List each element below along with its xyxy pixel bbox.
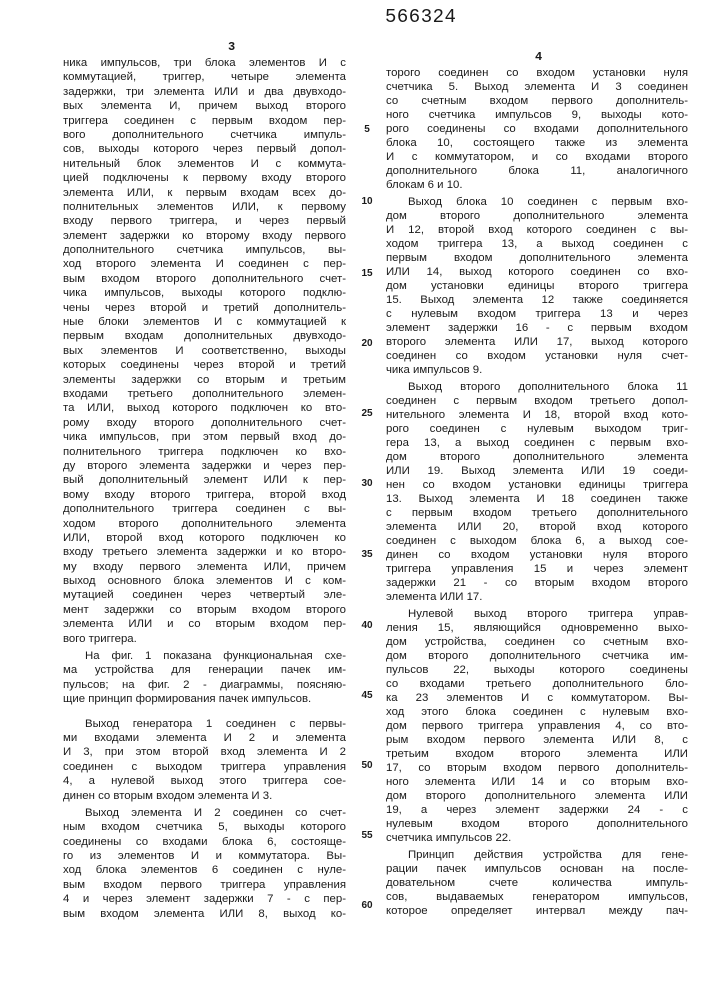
text-line: пульсов; на фиг. 2 - диаграммы, поясняю- [63,678,346,692]
text-line: нен со входом установки единицы триггера [386,478,688,492]
text-line: коммутацией, триггер, четыре элемента [63,70,346,84]
line-number: 40 [356,620,378,632]
left-page-number: 3 [228,40,235,54]
text-line: чика импульсов 9. [386,363,688,377]
text-line: И с коммутатором, и со входами второго [386,150,688,164]
text-line: вым входом второго дополнительного счет- [63,272,346,286]
text-line: элемента ИЛИ, к первым входам всех до- [63,186,346,200]
text-line: ход этого блока соединен с нулевым вхо- [386,705,688,719]
line-number: 5 [356,124,378,136]
paragraph [63,649,346,707]
line-number: 10 [356,196,378,208]
text-line: рому входу второго дополнительного счет- [63,416,346,430]
text-line: сов, выходы которого через первый допол- [63,142,346,156]
text-line: 19, а через элемент задержки 24 - с [386,803,688,817]
text-line: рого соединен с нулевым выходом триг- [386,422,688,436]
text-line: Выход элемента И 2 соединен со счет- [63,806,346,820]
text-line: ма устройства для генерации пачек им- [63,663,346,677]
text-line: задержки, три элемента ИЛИ и два двувходо- [63,85,346,99]
text-line: ные блоки элементов И с коммутацией к [63,315,346,329]
text-line: полнительного триггера подключен ко вхо- [63,445,346,459]
text-line: с нулевым входом триггера 13 и через [386,307,688,321]
patent-number: 566324 [385,6,456,28]
text-line: блока 10, состоящего также из элемента [386,136,688,150]
text-line: пульсов 22, выходы которого соединены [386,663,688,677]
text-line: элемент задержки 16 - с первым входом [386,321,688,335]
line-number: 45 [356,690,378,702]
text-line: ника импульсов, три блока элементов И с [63,56,346,70]
text-line: соединен с выходом блока 6, а выход сое- [386,534,688,548]
text-line: вых элементов И соответственно, выходы [63,344,346,358]
text-line: задержки 21 - со вторым входом второго [386,576,688,590]
text-line: дополнительного счетчика импульсов, вы- [63,243,346,257]
text-line: входу третьего элемента задержки и ко второ- [63,545,346,559]
text-line: ИЛИ, второй вход которого подключен ко [63,531,346,545]
text-line: Выход второго дополнительного блока 11 [386,380,688,394]
text-line: дом устройства, соединен со счетным вхо- [386,635,688,649]
text-line: ходом второго дополнительного элемента [63,517,346,531]
text-line: элемента ИЛИ и со вторым входом пер- [63,617,346,631]
text-line: выход основного блока элементов И с ком- [63,574,346,588]
paragraph [63,806,346,921]
text-line: второго элемента ИЛИ 17, выход которого [386,335,688,349]
text-line: дом второго дополнительного элемента [386,209,688,223]
text-line: И 3, при этом второй вход элемента И 2 [63,745,346,759]
text-line: динен со входом установки нуля второго [386,548,688,562]
text-line: рации пачек импульсов основан на после- [386,862,688,876]
text-line: нительный блок элементов И с коммута- [63,157,346,171]
paragraph [386,848,688,918]
text-line: счетчика импульсов 22. [386,831,688,845]
text-line: дом второго дополнительного элемента [386,450,688,464]
text-line: вого дополнительного счетчика импуль- [63,128,346,142]
line-number: 20 [356,338,378,350]
text-line: входами третьего дополнительного элемен- [63,387,346,401]
text-line: соединены со входами блока 6, состояще- [63,835,346,849]
text-line: дом установки единицы второго триггера [386,279,688,293]
text-line: динен со вторым входом элемента И 3. [63,789,346,803]
text-line: вому входу второго триггера, второй вход [63,488,346,502]
text-line: 13. Выход элемента И 18 соединен также [386,492,688,506]
text-line: ми входами элемента И 2 и элемента [63,731,346,745]
text-line: ным входом счетчика 5, выходы которого [63,820,346,834]
text-line: торого соединен со входом установки нуля [386,66,688,80]
text-line: ход второго элемента И соединен с пер- [63,257,346,271]
text-line: мутацией соединен через четвертый эле- [63,588,346,602]
left-text-column [63,56,346,924]
text-line: которое определяет интервал между пач- [386,904,688,918]
text-line: элемент задержки ко второму входу первого [63,229,346,243]
text-line: чика импульсов, выходы которого подклю- [63,286,346,300]
text-line: Выход блока 10 соединен с первым вхо- [386,195,688,209]
text-line: ду второго элемента задержки и через пер- [63,459,346,473]
text-line: нительного элемента И 18, второй вход кото- [386,408,688,422]
text-line: мент задержки со вторым входом второго [63,603,346,617]
text-line: дом второго дополнительного счетчика им- [386,649,688,663]
text-line: Выход генератора 1 соединен с первы- [63,717,346,731]
text-line: дополнительного триггера соединен с вы- [63,502,346,516]
text-line: элемента ИЛИ 17. [386,590,688,604]
line-number: 15 [356,268,378,280]
text-line: гера 13, а выход соединен с первым вхо- [386,436,688,450]
text-line: На фиг. 1 показана функциональная схе- [63,649,346,663]
line-number: 35 [356,549,378,561]
text-line: вым входом элемента ИЛИ 8, выход ко- [63,907,346,921]
text-line: чика импульсов, при этом первый вход до- [63,430,346,444]
text-line: го из элементов И и коммутатора. Вы- [63,849,346,863]
text-line: вого триггера. [63,632,346,646]
text-line: третьим входом второго элемента ИЛИ [386,747,688,761]
text-line: элемента ИЛИ 20, второй вход которого [386,520,688,534]
text-line: нулевым входом второго дополнительного [386,817,688,831]
text-line: рым входом первого элемента ИЛИ 8, с [386,733,688,747]
text-line: со входами третьего дополнительного бло- [386,677,688,691]
paragraph [63,717,346,803]
paragraph [386,380,688,604]
text-line: ход блока элементов 6 соединен с нуле- [63,863,346,877]
text-line: ного элемента ИЛИ 14 и со вторым вхо- [386,775,688,789]
text-line: дом второго дополнительного элемента ИЛИ [386,789,688,803]
right-page-number: 4 [535,50,542,64]
paragraph [386,607,688,845]
text-line: дом первого триггера управления 4, со вто- [386,719,688,733]
text-line: ления 15, являющийся одновременно выхо- [386,621,688,635]
text-line: соединен с выходом триггера управления [63,760,346,774]
text-line: первым входом дополнительного элемента [386,251,688,265]
line-number: 25 [356,408,378,420]
text-line: ИЛИ 14, выход которого соединен со вхо- [386,265,688,279]
text-line: цией подключены к первому входу второго [63,171,346,185]
text-line: довательном счете количества импуль- [386,876,688,890]
text-line: му входу первого элемента ИЛИ, причем [63,560,346,574]
text-line: триггера соединен с первым входом пер- [63,114,346,128]
paragraph [386,195,688,377]
text-line: щие принцип формирования пачек импульсов. [63,692,346,706]
line-number: 55 [356,830,378,842]
paragraph [63,56,346,646]
text-line: 4 и через элемент задержки 7 - с пер- [63,892,346,906]
text-line: входу первого триггера, и через первый [63,214,346,228]
text-line: чены через второй и третий дополнитель- [63,301,346,315]
text-line: с первым входом третьего дополнительного [386,506,688,520]
text-line: сов, выдаваемых генератором импульсов, [386,890,688,904]
text-line: 17, со вторым входом первого дополнитель- [386,761,688,775]
text-line: вым входом первого триггера управления [63,878,346,892]
text-line: вый дополнительный элемент ИЛИ к пер- [63,473,346,487]
text-line: вых элемента И, причем выход второго [63,99,346,113]
line-number: 50 [356,760,378,772]
text-line: 4, а нулевой выход этого триггера сое- [63,774,346,788]
text-line: ИЛИ 19. Выход элемента ИЛИ 19 соеди- [386,464,688,478]
text-line: И 12, второй вход которого соединен с вы- [386,223,688,237]
text-line: дополнительного блока 11, аналогичного [386,164,688,178]
text-line: соединен со входом установки нуля счет- [386,349,688,363]
text-line: та ИЛИ, выход которого подключен ко вто- [63,401,346,415]
text-line: Принцип действия устройства для гене- [386,848,688,862]
text-line: Нулевой выход второго триггера управ- [386,607,688,621]
line-number: 60 [356,900,378,912]
text-line: ходом триггера 13, а выход соединен с [386,237,688,251]
text-line: элементы задержки со вторым и третьим [63,373,346,387]
text-line: полнительных элементов ИЛИ, к первому [63,200,346,214]
text-line: ка 23 элементов И с коммутатором. Вы- [386,691,688,705]
text-line: ного счетчика импульсов 9, выходы кото- [386,108,688,122]
text-line: соединен с первым входом третьего допол- [386,394,688,408]
text-line: триггера управления 15 и через элемент [386,562,688,576]
text-line: рого соединены со входами дополнительного [386,122,688,136]
paragraph [386,66,688,192]
text-line: со счетным входом первого дополнитель- [386,94,688,108]
text-line: блокам 6 и 10. [386,178,688,192]
right-text-column [386,66,688,921]
line-number: 30 [356,478,378,490]
text-line: 15. Выход элемента 12 также соединяется [386,293,688,307]
text-line: первым входам дополнительных двувходо- [63,329,346,343]
text-line: которых соединены через второй и третий [63,358,346,372]
text-line: счетчика 5. Выход элемента И 3 соединен [386,80,688,94]
